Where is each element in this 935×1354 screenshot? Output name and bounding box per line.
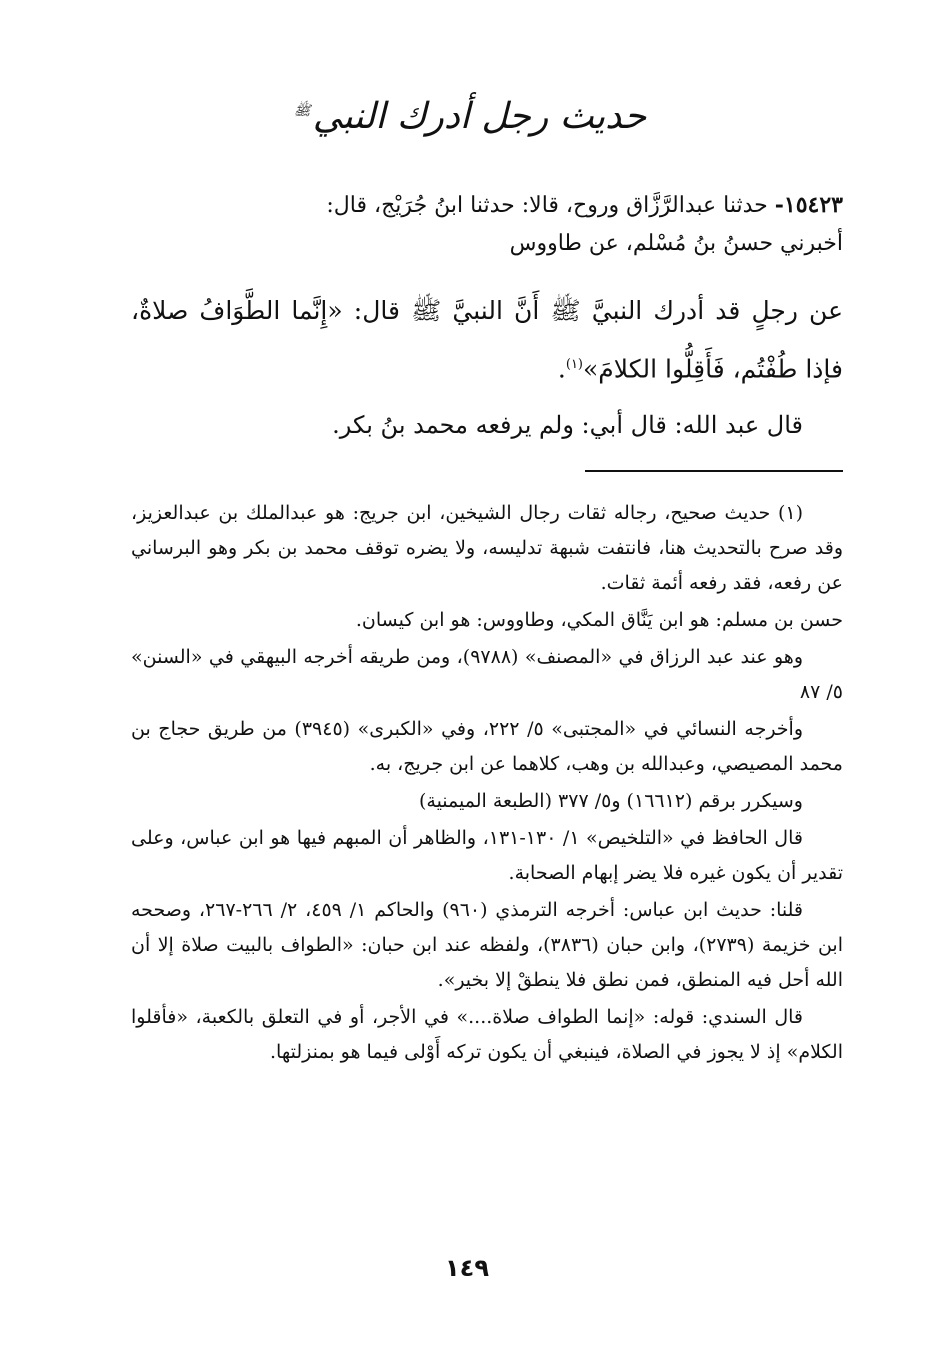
footnote-paragraph: وسيكرر برقم (١٦٦١٢) و٥/ ٣٧٧ (الطبعة الميمنية) — [418, 790, 803, 812]
matn-paragraph — [131, 284, 843, 396]
hadith-isnad — [133, 186, 843, 263]
matn-end: . — [557, 354, 566, 384]
footnote-paragraph: قلنا: حديث ابن عباس: أخرجه الترمذي (٩٦٠) والحاكم ١/ ٤٥٩، ٢/ ٢٦٦-٢٦٧، وصححه ابن خزيمة (٢٧٣٩)، وابن حبان (٣٨٣٦)، ولفظه عند ابن حبان: «الطواف بالبيت صلاة إلا أن الله أحل فيه المنطق، فمن نطق فلا ينطقْ إلا بخير». — [131, 899, 843, 991]
honorific-mark: ﷺ — [293, 103, 311, 119]
footnote-paragraph: قال السندي: قوله: «إنما الطواف صلاة....» في الأجر، أو في التعلق بالكعبة، «فأقلوا الكلام» إذ لا يجوز في الصلاة، فينبغي أن يكون تركه أَوْلى فيما هو بمنزلتها. — [131, 1006, 843, 1063]
chapter-title — [250, 96, 690, 137]
hadith-matn — [131, 284, 843, 396]
footnote-paragraph: حسن بن مسلم: هو ابن يَنَّاق المكي، وطاووس: هو ابن كيسان. — [355, 609, 843, 631]
isnad-text-1: حدثنا عبدالرَّزَّاق وروح، قالا: حدثنا ابنُ جُرَيْج، قال: — [326, 193, 768, 218]
chapter-title-text: حديث رجل أدرك النبي — [312, 96, 647, 137]
hadith-number: ١٥٤٢٣- — [774, 192, 843, 218]
footnote-paragraph: وأخرجه النسائي في «المجتبى» ٥/ ٢٢٢، وفي «الكبرى» (٣٩٤٥) من طريق حجاج بن محمد المصيصي، وعبدالله بن وهب، كلاهما عن ابن جريج، به. — [131, 718, 843, 775]
footnote-paragraph: وهو عند عبد الرزاق في «المصنف» (٩٧٨٨)، ومن طريقه أخرجه البيهقي في «السنن» ٥/ ٨٧ — [131, 646, 843, 703]
footnote-reference: (١) — [565, 357, 583, 372]
footnote-separator — [585, 470, 843, 472]
matn-text: عن رجلٍ قد أدرك النبيَّ ﷺ أَنَّ النبيَّ ﷺ قال: «إِنَّما الطَّوَافُ صلاةٌ، فإذا طُفْتُم، فَأَقِلُّوا الكلامَ» — [131, 296, 843, 384]
hadith-remark: قال عبد الله: قال أبي: ولم يرفعه محمد بنُ بكر. — [332, 411, 803, 439]
footnote-paragraph: قال الحافظ في «التلخيص» ١/ ١٣٠-١٣١، والظاهر أن المبهم فيها هو ابن عباس، وعلى تقدير أن يكون غيره فلا يضر إبهام الصحابة. — [131, 827, 843, 884]
isnad-line-2: أخبرني حسنُ بنُ مُسْلم، عن طاووس — [509, 231, 843, 256]
page-number: ١٤٩ — [445, 1254, 489, 1282]
footnote-paragraph: (١) حديث صحيح، رجاله ثقات رجال الشيخين، ابن جريج: هو عبدالملك بن عبدالعزيز، وقد صرح بالتحديث هنا، فانتفت شبهة تدليسه، ولا يضره توقف محمد بن بكر وهو البرساني عن رفعه، فقد رفعه أئمة ثقات. — [131, 502, 843, 594]
isnad-line-1 — [133, 186, 843, 225]
footnotes — [131, 496, 843, 1072]
